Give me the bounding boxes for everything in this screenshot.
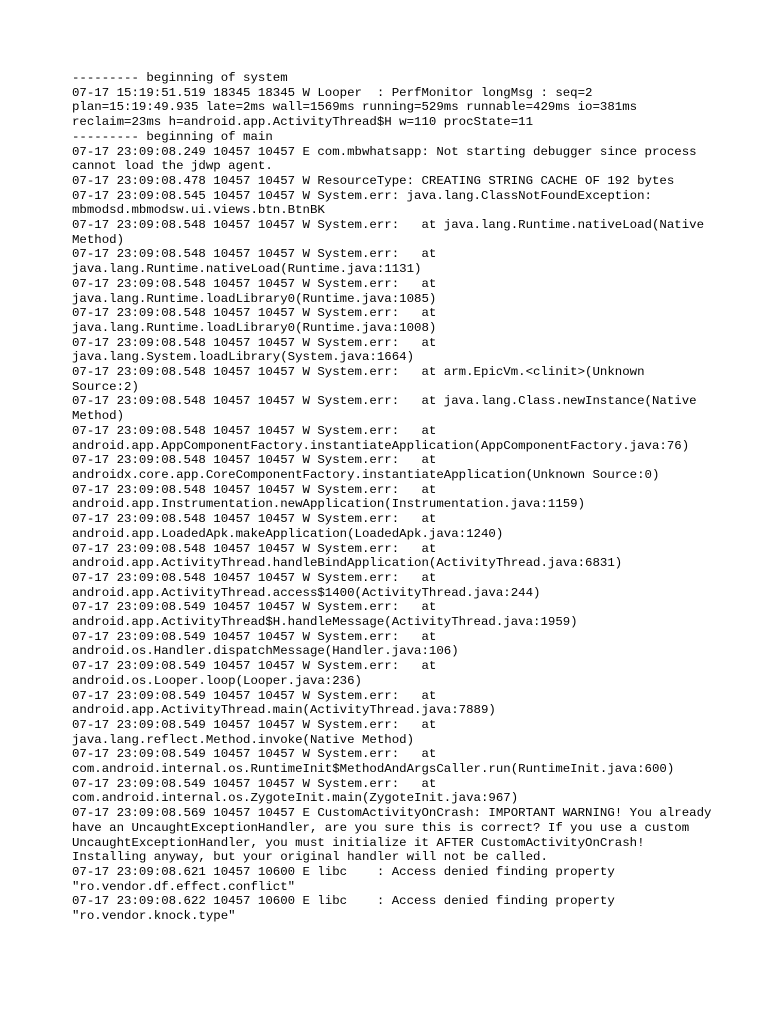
log-line: 07-17 23:09:08.548 10457 10457 W System.err: at java.lang.Runtime.nativeLoad(Runtime.java:1131) — [72, 247, 444, 277]
log-line: 07-17 23:09:08.548 10457 10457 W System.err: at java.lang.Runtime.loadLibrary0(Runtime.java:1085) — [72, 276, 444, 306]
log-line: 07-17 23:09:08.548 10457 10457 W System.err: at arm.EpicVm.<clinit>(Unknown Source:2) — [72, 365, 652, 394]
log-line: 07-17 23:09:08.548 10457 10457 W System.err: at android.app.LoadedApk.makeApplication(LoadedApk.java:1240) — [72, 512, 504, 541]
log-line: 07-17 15:19:51.519 18345 18345 W Looper : PerfMonitor longMsg : seq=2 plan=15:19:49.935 late=2ms wall=1569ms running=529ms runnable=429ms io=381ms reclaim=23ms h=android.app.ActivityThread$H w=110 procState=11 — [72, 85, 645, 130]
log-line: 07-17 23:09:08.548 10457 10457 W System.err: at android.app.ActivityThread.handleBindApplication(ActivityThread.java:6831) — [72, 541, 623, 571]
log-line: 07-17 23:09:08.548 10457 10457 W System.err: at java.lang.System.loadLibrary(System.java:1664) — [72, 335, 444, 365]
log-line: 07-17 23:09:08.249 10457 10457 E com.mbwhatsapp: Not starting debugger since process cannot load the jdwp agent. — [72, 144, 705, 174]
log-line: 07-17 23:09:08.545 10457 10457 W System.err: java.lang.ClassNotFoundException: mbmodsd.mbmodsw.ui.views.btn.BtnBK — [72, 188, 660, 218]
log-line: 07-17 23:09:08.548 10457 10457 W System.err: at android.app.AppComponentFactory.instantiateApplication(AppComponentFactory.java:76) — [72, 423, 690, 453]
log-line: 07-17 23:09:08.549 10457 10457 W System.err: at com.android.internal.os.RuntimeInit$MethodAndArgsCaller.run(RuntimeInit.java:600) — [72, 747, 675, 777]
log-line: 07-17 23:09:08.549 10457 10457 W System.err: at android.os.Looper.loop(Looper.java:236) — [72, 659, 444, 688]
log-line: 07-17 23:09:08.548 10457 10457 W System.err: at java.lang.Runtime.loadLibrary0(Runtime.java:1008) — [72, 306, 444, 335]
log-line: 07-17 23:09:08.621 10457 10600 E libc : Access denied finding property "ro.vendor.df.effect.conflict" — [72, 864, 623, 894]
log-line: 07-17 23:09:08.548 10457 10457 W System.err: at androidx.core.app.CoreComponentFactory.instantiateApplication(Unknown Source:0) — [72, 453, 660, 482]
log-line: --------- beginning of system — [72, 71, 288, 85]
log-line: 07-17 23:09:08.549 10457 10457 W System.err: at android.os.Handler.dispatchMessage(Handler.java:106) — [72, 629, 459, 659]
log-line: 07-17 23:09:08.548 10457 10457 W System.err: at java.lang.Class.newInstance(Native Method) — [72, 394, 705, 424]
log-line: 07-17 23:09:08.478 10457 10457 W ResourceType: CREATING STRING CACHE OF 192 bytes — [72, 173, 675, 188]
log-line: 07-17 23:09:08.549 10457 10457 W System.err: at com.android.internal.os.ZygoteInit.main(ZygoteInit.java:967) — [72, 776, 519, 806]
log-line: 07-17 23:09:08.549 10457 10457 W System.err: at android.app.ActivityThread.main(ActivityThread.java:7889) — [72, 688, 496, 718]
log-line: --------- beginning of main — [72, 129, 273, 144]
log-line: 07-17 23:09:08.548 10457 10457 W System.err: at java.lang.Runtime.nativeLoad(Native Method) — [72, 218, 712, 247]
log-line: 07-17 23:09:08.622 10457 10600 E libc : Access denied finding property "ro.vendor.knock.type" — [72, 894, 623, 924]
log-document — [72, 71, 719, 924]
log-line: 07-17 23:09:08.549 10457 10457 W System.err: at java.lang.reflect.Method.invoke(Native Method) — [72, 717, 444, 747]
log-line: 07-17 23:09:08.548 10457 10457 W System.err: at android.app.Instrumentation.newApplication(Instrumentation.java:1159) — [72, 482, 586, 512]
log-line: 07-17 23:09:08.549 10457 10457 W System.err: at android.app.ActivityThread$H.handleMessage(ActivityThread.java:1959) — [72, 600, 578, 630]
log-line: 07-17 23:09:08.569 10457 10457 E CustomActivityOnCrash: IMPORTANT WARNING! You already have an UncaughtExceptionHandler, are you sure this is correct? If you use a custom UncaughtExceptionHandler, you must initialize it AFTER CustomActivityOnCrash! Installing anyway, but your original handler will not be called. — [72, 806, 719, 865]
log-line: 07-17 23:09:08.548 10457 10457 W System.err: at android.app.ActivityThread.access$1400(ActivityThread.java:244) — [72, 570, 541, 600]
